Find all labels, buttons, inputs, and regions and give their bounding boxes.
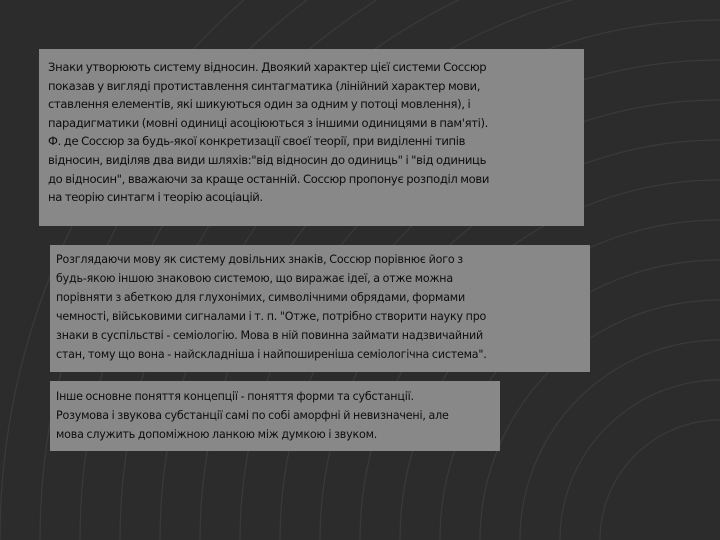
text-panel-2 xyxy=(50,245,590,372)
paragraph-line: ставлення елементів, які шикуються один за одним у потоці мовлення), і xyxy=(48,97,471,112)
paragraph-1 xyxy=(48,58,576,207)
paragraph-line: парадигматики (мовні одиниці асоціюються з іншими одиницями в пам'яті). xyxy=(48,115,489,130)
paragraph-line: чемності, військовими сигналами і т. п. "Отже, потрібно створити науку про xyxy=(56,310,487,323)
paragraph-line: до відносин", вважаючи за краще останній. Соссюр пропонує розподіл мови xyxy=(48,171,490,186)
paragraph-line: знаки в суспільстві - семіологію. Мова в ній повинна займати надзвичайний xyxy=(56,329,484,342)
paragraph-line: стан, тому що вона - найскладніша і найпоширеніша семіологічна система". xyxy=(56,348,487,361)
paragraph-line: відносин, виділяв два види шляхів:"від відносин до одиниць" і "від одиниць xyxy=(48,152,487,167)
paragraph-line: Ф. де Соссюр за будь-якої конкретизації своєї теорії, при виділенні типів xyxy=(48,134,466,149)
paragraph-line: будь-якою іншою знаковою системою, що виражає ідеї, а отже можна xyxy=(56,272,453,285)
decor-circle xyxy=(560,380,720,540)
paragraph-3 xyxy=(56,387,494,444)
paragraph-line: мова служить допоміжною ланкою між думкою і звуком. xyxy=(56,428,378,441)
paragraph-2 xyxy=(56,250,584,364)
paragraph-line: Знаки утворюють систему відносин. Двоякий характер цієї системи Соссюр xyxy=(48,60,487,74)
paragraph-line: на теорію синтагм і теорію асоціацій. xyxy=(48,190,263,205)
decor-circle xyxy=(600,420,720,540)
paragraph-line: показав у вигляді протиставлення синтагматика (лінійний характер мови, xyxy=(48,78,481,93)
paragraph-line: Розглядаючи мову як систему довільних знаків, Соссюр порівнює його з xyxy=(56,253,463,266)
text-panel-1 xyxy=(39,49,584,226)
paragraph-line: Розумова і звукова субстанції самі по собі аморфні й невизначені, але xyxy=(56,409,449,422)
paragraph-line: порівняти з абеткою для глухонімих, символічними обрядами, формами xyxy=(56,291,465,304)
paragraph-line: Інше основне поняття концепції - поняття форми та субстанції. xyxy=(56,390,414,403)
text-panel-3 xyxy=(50,381,500,451)
